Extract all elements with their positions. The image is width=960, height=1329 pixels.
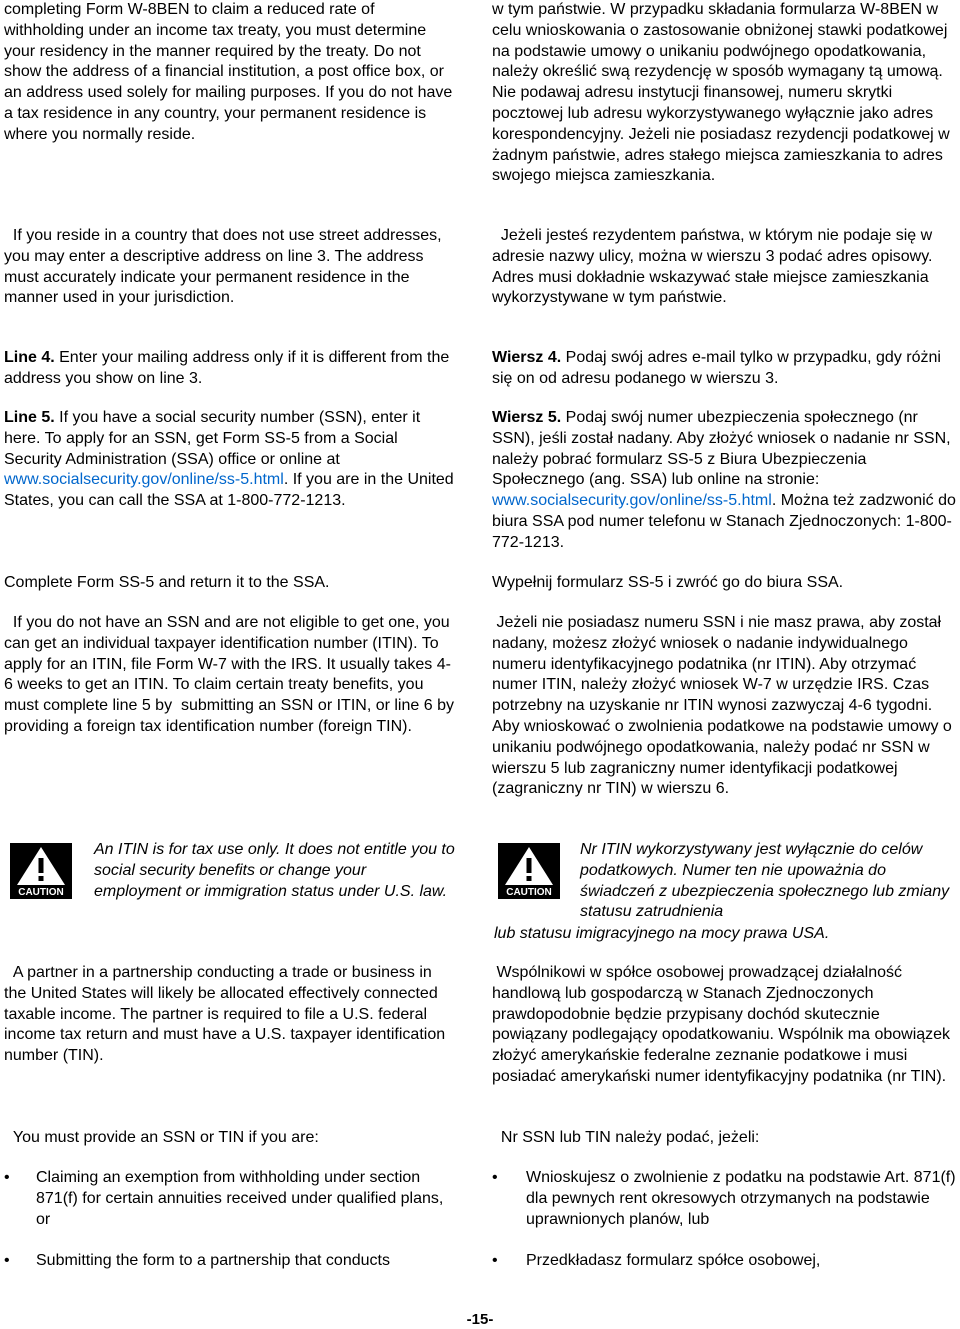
left-paragraph-line5	[4, 408, 456, 512]
right-paragraph-provide-ssn: Nr SSN lub TIN należy podać, jeżeli:	[492, 1129, 760, 1146]
left-caution-icon	[10, 843, 72, 904]
right-bullet-item-1: Wnioskujesz o zwolnienie z podatku na podstawie Art. 871(f) dla pewnych rent okresowych otrzymanych na podstawie uprawnionych planów, lub	[526, 1169, 956, 1228]
left-paragraph-complete-ss5: Complete Form SS-5 and return it to the SSA.	[4, 574, 330, 591]
left-line5-label: Line 5.	[4, 409, 55, 426]
left-line5-text: If you have a social security number (SSN), enter it here. To apply for an SSN, get Form SS-5 from a Social Security Administration (SSA) office or online at	[4, 409, 421, 468]
right-caution-icon	[498, 843, 560, 904]
right-paragraph-partner: Wspólnikowi w spółce osobowej prowadzącej działalność handlową lub gospodarczą w Stanach Zjednoczonych prawdopodobnie będzie przypisany dochód skutecznie powiązany podlegający opodatkowaniu. Wspólnik ma obowiązek złożyć amerykańskie federalne zeznanie podatkowe i musi posiadać amerykański numer identyfikacyjny podatnika (nr TIN).	[492, 964, 955, 1085]
page-number: -15-	[466, 1311, 494, 1328]
right-paragraph-line4	[492, 348, 958, 390]
left-line5-text-end: . If you are in the United States, you can call the SSA at 1-800-772-1213.	[4, 471, 454, 510]
left-caution-label: CAUTION	[18, 887, 64, 898]
left-paragraph-line4	[4, 348, 456, 390]
right-paragraph-complete-ss5: Wypełnij formularz SS-5 i zwróć go do biura SSA.	[492, 574, 844, 591]
right-p1-rest: W przypadku składania formularza W-8BEN w celu wnioskowania o zastosowanie obniżonej stawki podatkowej na podstawie umowy o unikaniu podwójnego opodatkowania, należy określić swą rezydencję w sposób wymagany tą umową. Nie podawaj adresu instytucji finansowej, numeru skrytki pocztowej lub adresu wykorzystywanego wyłącznie jako adres korespondencyjny. Jeżeli nie posiadasz rezydencji podatkowej w żadnym państwie, adres stałego miejsca zamieszkania to adres swojego miejsca zamieszkania.	[492, 1, 950, 185]
left-line4-text: Enter your mailing address only if it is different from the address you show on line 3.	[4, 349, 450, 387]
right-p1-start: w tym państwie.	[492, 1, 611, 18]
right-line5-text: Podaj swój numer ubezpieczenia społecznego (nr SSN), jeśli został nadany. Aby złożyć wniosek o nadanie nr SSN, należy pobrać formularz SS-5 z Biura Ubezpieczenia Społecznego (ang. SSA) lub online na stronie:	[492, 409, 951, 489]
left-paragraph-residence: completing Form W-8BEN to claim a reduced rate of withholding under an income tax treaty, you must determine your residency in the manner required by the treaty. Do not show the address of a financial institution, a post office box, or an address used solely for mailing purposes. If you do not have a tax residence in any country, your permanent residence is where you normally reside.	[4, 1, 453, 143]
right-paragraph-line5	[492, 408, 958, 554]
left-bullet-item-2: Submitting the form to a partnership that conducts	[36, 1252, 390, 1269]
right-caution-label: CAUTION	[506, 887, 552, 898]
left-caution-text: An ITIN is for tax use only. It does not entitle you to social security benefits or change your employment or immigration status under U.S. law.	[94, 841, 455, 900]
left-line4-label: Line 4.	[4, 349, 55, 366]
right-line5-label: Wiersz 5.	[492, 409, 562, 426]
right-caution-text-cont: lub statusu imigracyjnego na mocy prawa USA.	[494, 925, 830, 942]
left-ssa-link[interactable]: www.socialsecurity.gov/online/ss-5.html	[4, 471, 284, 489]
right-bullet-dot-2: •	[492, 1252, 498, 1269]
left-bullet-dot-1: •	[4, 1169, 10, 1186]
right-line4-label: Wiersz 4.	[492, 349, 562, 366]
left-paragraph-descriptive-address: If you reside in a country that does not use street addresses, you may enter a descriptive address on line 3. The address must accurately indicate your permanent residence in the manner used in your jurisdiction.	[4, 227, 447, 307]
right-caution-text: Nr ITIN wykorzystywany jest wyłącznie do celów podatkowych. Numer ten nie upoważnia do świadczeń z ubezpieczenia społecznego lub zmiany statusu zatrudnienia	[580, 841, 950, 921]
right-ssa-link[interactable]: www.socialsecurity.gov/online/ss-5.html	[492, 492, 772, 510]
left-bullet-dot-2: •	[4, 1252, 10, 1269]
left-paragraph-provide-ssn: You must provide an SSN or TIN if you are:	[4, 1129, 319, 1146]
right-line4-text: Podaj swój adres e-mail tylko w przypadku, gdy różni się on od adresu podanego w wierszu 3.	[492, 349, 941, 387]
right-paragraph-residence	[492, 0, 958, 187]
right-bullet-dot-1: •	[492, 1169, 498, 1186]
right-bullet-item-2: Przedkładasz formularz spółce osobowej,	[526, 1252, 821, 1269]
right-paragraph-itin: Jeżeli nie posiadasz numeru SSN i nie masz prawa, aby został nadany, możesz złożyć wniosek o nadanie indywidualnego numeru identyfikacyjnego podatnika (nr ITIN). Aby otrzymać numer ITIN, należy złożyć wniosek W-7 w urzędzie IRS. Czas potrzebny na uzyskanie nr ITIN wynosi zazwyczaj 4-6 tygodni. Aby wnioskować o zwolnienia podatkowe na podstawie umowy o unikaniu podwójnego opodatkowania, należy podać nr SSN w wierszu 5 lub zagraniczny numer identyfikacji podatkowej (zagraniczny nr TIN) w wierszu 6.	[492, 614, 957, 798]
left-paragraph-partner: A partner in a partnership conducting a trade or business in the United States will likely be allocated effectively connected taxable income. The partner is required to file a U.S. federal income tax return and must have a U.S. taxpayer identification number (TIN).	[4, 964, 450, 1065]
right-paragraph-descriptive-address: Jeżeli jesteś rezydentem państwa, w którym nie podaje się w adresie nazwy ulicy, można w wierszu 3 podać adres opisowy. Adres musi dokładnie wskazywać stałe miejsce zamieszkania wykorzystywane w tym państwie.	[492, 227, 937, 307]
left-bullet-item-1: Claiming an exemption from withholding under section 871(f) for certain annuities received under qualified plans, or	[36, 1169, 444, 1228]
left-paragraph-itin: If you do not have an SSN and are not eligible to get one, you can get an individual taxpayer identification number (ITIN). To apply for an ITIN, file Form W-7 with the IRS. It usually takes 4-6 weeks to get an ITIN. To claim certain treaty benefits, you must complete line 5 by submitting an SSN or ITIN, or line 6 by providing a foreign tax identification number (foreign TIN).	[4, 614, 459, 735]
right-line5-text-end: . Można też zadzwonić do biura SSA pod numer telefonu w Stanach Zjednoczonych: 1-800-772-1213.	[492, 492, 956, 551]
